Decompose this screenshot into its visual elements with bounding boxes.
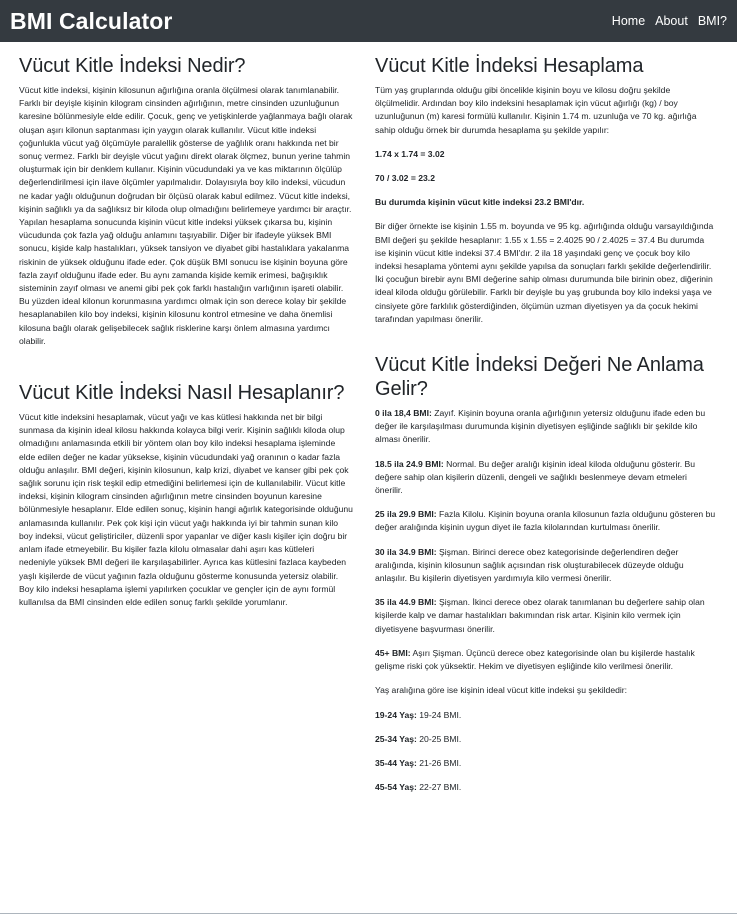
nav-links: [612, 14, 727, 28]
section-body-how-calculated: Vücut kitle indeksini hesaplamak, vücut yağı ve kas kütlesi hakkında net bir bilgi sunmasa da kişinin ideal kilosu hakkında kolayca bilgi verir. Kişinin sağlıklı kiloda olup olmadığını anlamasında etkili bir yöntem olan boy kilo indeksi hesaplama işleminde elde edilen değer ne kadar yüksekse, kişinin vücudundaki yağ oranının o kadar fazla olduğu anlaşılır. BMI değeri, kişinin kilosunun, kalp krizi, diyabet ve kanser gibi pek çok sağlık sorunu için risk teşkil edip etmediğini belirlemesi için de kullanılabilir. Vücut kitle indeksi, kişinin kilogram cinsinden ağırlığının metre cinsinden boyunun karesine bölünmesiyle hesaplanır. Elde edilen sonuç, kişinin hangi ağırlık kategorisinde olduğunu anlamasında kullanılır. Pek çok kişi için vücut yağı hakkında iyi bir tahmin sunan kilo boy indeksi, vücut geliştiriciler, düzenli spor yapanlar ve diğer kaslı kişiler için doğru bir anlam ifade etmeyebilir. Bu kişiler fazla kilolu olmasalar dahi aşırı kas kütleleri nedeniyle yüksek BMI değeri ile karşılaşabilirler. Ayrıca kas kütlesini fazlaca kaybeden yaşlı kişilerde de vücut yağının fazla olduğunu gösterme konusunda yetersiz olabilir. Boy kilo indeksi hesaplama işlemi yapılırken çocuklar ve gençler için de aynı formül kullanılsa da BMI cinsinden elde edilen sonuç farklı şekilde yorumlanır.: [19, 412, 353, 607]
age-range-item: 25-34 Yaş: 20-25 BMI.: [375, 733, 462, 744]
nav-link-home[interactable]: Home: [611, 14, 646, 28]
section-body-what-is-bmi: Vücut kitle indeksi, kişinin kilosunun ağırlığına oranla ölçülmesi olarak tanımlanabilir. Farklı bir deyişle kişinin kilogram cinsinden ağırlığının, metre cinsinden uzunluğunun karesine bölünmesiyle elde edilir. Çocuk, genç ve yetişkinlerde yağlanmaya bağlı olarak oluşan aşırı kilonun saptanması için yaygın olarak kullanılır. Vücut kitle indeksi çoğunlukla vücut yağ ölçümüyle paralellik gösterse de yağlılık oranı hakkında net bir sonuç vermez. Farklı bir deyişle vücut yağını direkt olarak ölçmez, bunun yerine tahmin oluşturmak için bir denklem kullanır. Kişinin vücudundaki ya ve kas miktarının ölçülüp değerlendirilmesi için ilave ölçümler yapılmalıdır. Dolayısıyla boy kilo indeksi, vücudun ne kadar yağlı olduğunun doğrudan bir ölçüsü olarak kabul edilmez. Vücut kitle indeksi, kişinin sağlıklı ya da sağlıksız bir kiloda olup olmadığını belirlemeye yardımcı bir araçtır. Yapılan hesaplama sonucunda kişinin vücut kitle indeksi yüksek çıkarsa bu, kişinin vücudunda çok fazla yağ olduğu anlamını taşıyabilir. Diğer bir ifadeyle yüksek BMI sonucu, kişide kalp hastalıkları, yüksek tansiyon ve diyabet gibi hastalıklara yakalanma riskinin de yüksek olduğunu ifade eder. Çok düşük BMI sonucu ise kişinin boyuna göre fazla zayıf olduğunu ifade eder. Bu aynı zamanda kişide kemik erimesi, bağışıklık sisteminin zayıf olması ve anemi gibi pek çok farklı hastalığın varlığının işareti olabilir. Bu yüzden ideal kilonun korunmasına yardımcı olmak için son derece kolay bir şekilde hesaplanabilen kilo boy indeksi, kişinin kilosunu kontrol etmesine ve daha önemlisi kilosuna bağlı olarak gelişebilecek sağlık risklerine karşı önlem almasına yardımcı olabilir.: [19, 85, 353, 346]
brand-title[interactable]: BMI Calculator: [10, 7, 173, 34]
bmi-range-item: 30 ila 34.9 BMI: Şişman. Birinci derece obez kategorisinde değerlendiren değer aralığında, kişinin kilosunun sağlık açısından risk oluşturabilecek düzeyde olduğu anlaşılır. Bu kişilerin diyetisyen yardımıyla kilo vermesi önerilir.: [375, 546, 684, 584]
section-title-how-calculated: Vücut Kitle İndeksi Nasıl Hesaplanır?: [19, 382, 345, 405]
navbar: [0, 0, 737, 42]
calculation-intro: Tüm yaş gruplarında olduğu gibi öncelikle kişinin boyu ve kilosu doğru şekilde ölçülmelidir. Ardından boy kilo indeksini hesaplamak için vücut ağırlığı (kg) / boy uzunluğunun (m) karesi formülü kullanılır. Kişinin 1.74 m. uzunluğa ve 70 kg. ağırlığa sahip olduğu örnek bir durumda hesaplama şu şekilde yapılır:: [375, 85, 697, 135]
right-column: [375, 54, 716, 805]
nav-link-about[interactable]: About: [655, 14, 688, 28]
section-title-what-is-bmi: Vücut Kitle İndeksi Nedir?: [19, 55, 246, 77]
age-range-item: 35-44 Yaş: 21-26 BMI.: [375, 757, 462, 768]
section-title-calculation: Vücut Kitle İndeksi Hesaplama: [375, 55, 644, 77]
nav-link-bmi[interactable]: BMI?: [697, 14, 727, 28]
page-bottom-divider: [0, 913, 737, 914]
calculation-body-2: Bir diğer örnekte ise kişinin 1.55 m. boyunda ve 95 kg. ağırlığında olduğu varsayıldığında BMI değeri şu şekilde hesaplanır: 1.55 x 1.55 = 2.4025 90 / 2.4025 = 37.4 Bu durumda ise kişinin vücut kitle indeksi 37.4 BMI'dır. 2 ila 18 yaşındaki genç ve çocuk boy kilo indeksi hesaplama yöntemi aynı şekilde yapılsa da sonuçları farklı şekilde değerlendirilir. İki çocuğun birebir aynı BMI değerine sahip olması durumunda bile birinin obez, diğerinin ideal kiloda olduğu görülebilir. Farklı bir deyişle bu yaş grubunda boy kilo indeksi yaşa ve cinsiyete göre farklılık gösterdiğinden, ölçümün uzman diyetisyen ya da çocuk hekimi tarafından yapılması önerilir.: [375, 221, 714, 324]
bmi-range-item: 35 ila 44.9 BMI: Şişman. İkinci derece obez olarak tanımlanan bu değerlere sahip olan kişilerde kalp ve damar hastalıkları bakımından risk artar. Kişinin kilo vermek için diyetisyene başvurması önerilir.: [375, 597, 705, 634]
calculation-step-1: 1.74 x 1.74 = 3.02: [375, 148, 445, 159]
age-range-item: 19-24 Yaş: 19-24 BMI.: [375, 709, 462, 720]
age-range-item: 45-54 Yaş: 22-27 BMI.: [375, 782, 462, 793]
bmi-range-item: 0 ila 18,4 BMI: Zayıf. Kişinin boyuna oranla ağırlığının yetersiz olduğunu ifade eden bu değer ile karşılaşılması durumunda kişinin diyetisyen eşliğinde sağlıklı bir şekilde kilo alması önerilir.: [375, 408, 706, 445]
calculation-step-2: 70 / 3.02 = 23.2: [375, 173, 435, 184]
section-title-meaning: Vücut Kitle İndeksi Değeri Ne Anlama Gelir?: [375, 354, 704, 401]
left-column: [19, 54, 353, 620]
bmi-range-item: 18.5 ila 24.9 BMI: Normal. Bu değer aralığı kişinin ideal kiloda olduğunu gösterir. Bu değere sahip olan kişilerin düzenli, dengeli ve sağlıklı beslenmeye devam etmeleri önerilir.: [375, 458, 696, 496]
bmi-range-item: 25 ila 29.9 BMI: Fazla Kilolu. Kişinin boyuna oranla kilosunun fazla olduğunu gösteren bu değer aralığında kişinin uygun diyet ile fazla kilolarından kurtulması önerilir.: [375, 509, 716, 533]
bmi-range-item: 45+ BMI: Aşırı Şişman. Üçüncü derece obez kategorisinde olan bu kişilerde hastalık gelişme riski çok yüksektir. Hekim ve diyetisyen eşliğinde kilo verilmesi önerilir.: [375, 647, 695, 672]
age-range-intro: Yaş aralığına göre ise kişinin ideal vücut kitle indeksi şu şekildedir:: [375, 685, 628, 696]
calculation-result: Bu durumda kişinin vücut kitle indeksi 23.2 BMI'dır.: [375, 197, 585, 208]
